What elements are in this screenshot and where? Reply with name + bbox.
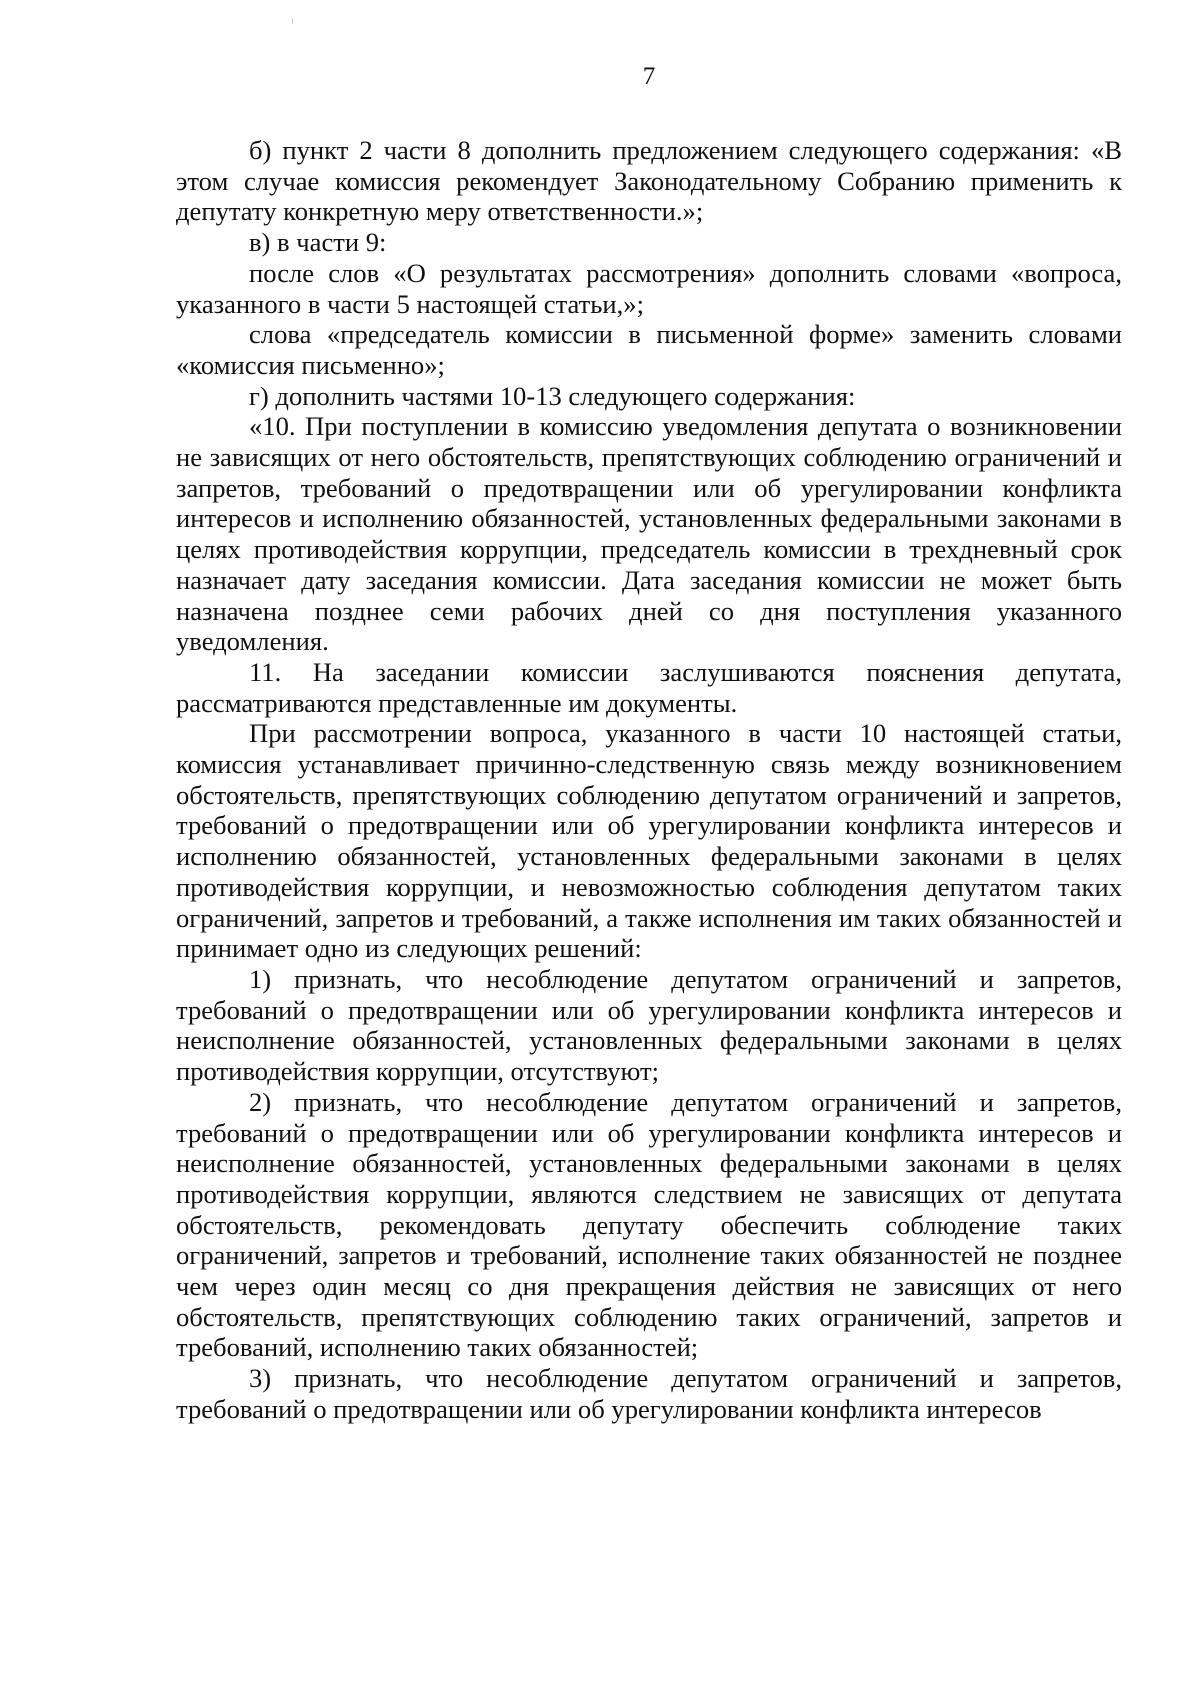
paragraph-decision-1: 1) признать, что несоблюдение депутатом ограничений и запретов, требований о предотвращении или об урегулировании конфликта интересов и неисполнение обязанностей, установленных федеральными законами в целях противодействия коррупции, отсутствуют; [176,963,1122,1087]
paragraph-amendment-g: г) дополнить частями 10-13 следующего содержания: [249,380,856,411]
paragraph-decision-3: 3) признать, что несоблюдение депутатом ограничений и запретов, требований о предотвращении или об урегулировании конфликта интересов [176,1363,1122,1424]
paragraph-amendment-v: в) в части 9: [249,227,387,258]
scan-mark [292,18,293,24]
paragraph-part-10: «10. При поступлении в комиссию уведомления депутата о возникновении не зависящих от него обстоятельств, препятствующих соблюдению ограничений и запретов, требований о предотвращении или об урегулировании конфликта интересов и исполнению обязанностей, установленных федеральными законами в целях противодействия коррупции, председатель комиссии в трехдневный срок назначает дату заседания комиссии. Дата заседания комиссии не может быть назначена позднее семи рабочих дней со дня поступления указанного уведомления. [176,411,1122,657]
paragraph-after-words: после слов «О результатах рассмотрения» дополнить словами «вопроса, указанного в части 5 настоящей статьи,»; [176,257,1122,319]
paragraph-amendment-b: б) пункт 2 части 8 дополнить предложением следующего содержания: «В этом случае комиссия рекомендует Законодательному Собранию применить к депутату конкретную меру ответственности.»; [176,135,1122,227]
paragraph-part-11: 11. На заседании комиссии заслушиваются пояснения депутата, рассматриваются представленные им документы. [176,656,1122,718]
document-body [176,135,1122,1425]
page-number: 7 [642,63,656,90]
paragraph-replace-words: слова «председатель комиссии в письменной форме» заменить словами «комиссия письменно»; [176,319,1122,380]
paragraph-review-question: При рассмотрении вопроса, указанного в части 10 настоящей статьи, комиссия устанавливает причинно-следственную связь между возникновением обстоятельств, препятствующих соблюдению депутатом ограничений и запретов, требований о предотвращении или об урегулировании конфликта интересов и исполнению обязанностей, установленных федеральными законами в целях противодействия коррупции, и невозможностью соблюдения депутатом таких ограничений, запретов и требований, а также исполнения им таких обязанностей и принимает одно из следующих решений: [176,718,1122,964]
paragraph-decision-2: 2) признать, что несоблюдение депутатом ограничений и запретов, требований о предотвращении или об урегулировании конфликта интересов и неисполнение обязанностей, установленных федеральными законами в целях противодействия коррупции, являются следствием не зависящих от депутата обстоятельств, рекомендовать депутату обеспечить соблюдение таких ограничений, запретов и требований, исполнение таких обязанностей не позднее чем через один месяц со дня прекращения действия не зависящих от него обстоятельств, препятствующих соблюдению таких ограничений, запретов и требований, исполнению таких обязанностей; [176,1086,1122,1363]
